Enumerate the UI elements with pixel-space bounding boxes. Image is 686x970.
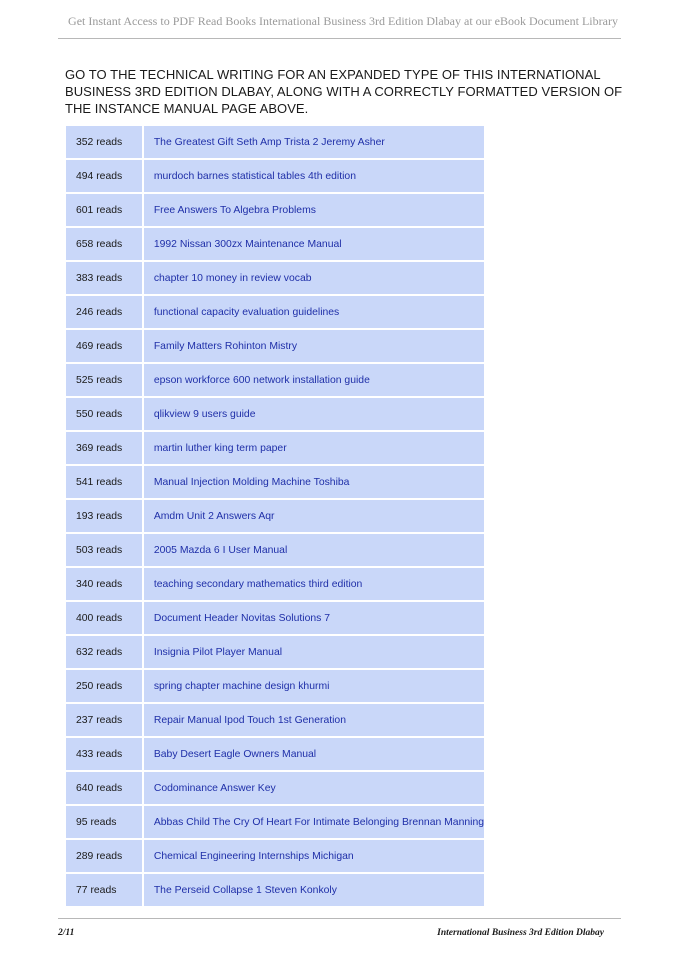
read-count: 640 reads [66,772,144,806]
page-header: Get Instant Access to PDF Read Books International Business 3rd Edition Dlabay at our eBook Document Library [68,14,618,28]
table-row [66,534,484,568]
book-title-link[interactable]: martin luther king term paper [144,432,484,466]
intro-paragraph: GO TO THE TECHNICAL WRITING FOR AN EXPANDED TYPE OF THIS INTERNATIONAL BUSINESS 3RD EDITION DLABAY, ALONG WITH A CORRECTLY FORMATTED VERSION OF THE INSTANCE MANUAL PAGE ABOVE. [65,67,623,116]
book-title-link[interactable]: The Greatest Gift Seth Amp Trista 2 Jeremy Asher [144,126,484,160]
page-number: 2/11 [58,928,75,938]
table-row [66,296,484,330]
table-row [66,738,484,772]
book-title-link[interactable]: functional capacity evaluation guidelines [144,296,484,330]
table-row [66,636,484,670]
table-row [66,466,484,500]
book-title-link[interactable]: Amdm Unit 2 Answers Aqr [144,500,484,534]
table-row [66,602,484,636]
footer-title: International Business 3rd Edition Dlabay [437,928,604,938]
read-count: 550 reads [66,398,144,432]
read-count: 289 reads [66,840,144,874]
read-count: 340 reads [66,568,144,602]
table-row [66,160,484,194]
book-title-link[interactable]: spring chapter machine design khurmi [144,670,484,704]
read-count: 632 reads [66,636,144,670]
table-row [66,364,484,398]
read-count: 658 reads [66,228,144,262]
table-row [66,194,484,228]
book-title-link[interactable]: teaching secondary mathematics third edition [144,568,484,602]
book-title-link[interactable]: chapter 10 money in review vocab [144,262,484,296]
table-row [66,126,484,160]
book-title-link[interactable]: The Perseid Collapse 1 Steven Konkoly [144,874,484,908]
read-count: 400 reads [66,602,144,636]
book-title-link[interactable]: Baby Desert Eagle Owners Manual [144,738,484,772]
read-count: 193 reads [66,500,144,534]
footer-divider [58,918,621,919]
book-title-link[interactable]: Family Matters Rohinton Mistry [144,330,484,364]
table-row [66,330,484,364]
read-count: 246 reads [66,296,144,330]
read-count: 494 reads [66,160,144,194]
book-title-link[interactable]: qlikview 9 users guide [144,398,484,432]
read-count: 77 reads [66,874,144,908]
read-count: 250 reads [66,670,144,704]
book-title-link[interactable]: epson workforce 600 network installation guide [144,364,484,398]
book-reads-table [66,126,484,908]
table-row [66,806,484,840]
table-row [66,398,484,432]
table-row [66,500,484,534]
table-row [66,568,484,602]
table-row [66,262,484,296]
book-title-link[interactable]: Abbas Child The Cry Of Heart For Intimate Belonging Brennan Manning [144,806,484,840]
read-count: 95 reads [66,806,144,840]
read-count: 601 reads [66,194,144,228]
book-title-link[interactable]: Codominance Answer Key [144,772,484,806]
table-body [66,126,484,908]
table-row [66,704,484,738]
table-row [66,228,484,262]
read-count: 525 reads [66,364,144,398]
table-row [66,772,484,806]
book-title-link[interactable]: Manual Injection Molding Machine Toshiba [144,466,484,500]
book-title-link[interactable]: Chemical Engineering Internships Michigan [144,840,484,874]
read-count: 369 reads [66,432,144,466]
book-title-link[interactable]: 1992 Nissan 300zx Maintenance Manual [144,228,484,262]
read-count: 237 reads [66,704,144,738]
table-row [66,840,484,874]
book-title-link[interactable]: Document Header Novitas Solutions 7 [144,602,484,636]
book-title-link[interactable]: murdoch barnes statistical tables 4th edition [144,160,484,194]
header-divider [58,38,621,39]
book-title-link[interactable]: 2005 Mazda 6 I User Manual [144,534,484,568]
read-count: 383 reads [66,262,144,296]
book-title-link[interactable]: Insignia Pilot Player Manual [144,636,484,670]
read-count: 433 reads [66,738,144,772]
table-row [66,670,484,704]
read-count: 352 reads [66,126,144,160]
read-count: 469 reads [66,330,144,364]
read-count: 503 reads [66,534,144,568]
book-title-link[interactable]: Repair Manual Ipod Touch 1st Generation [144,704,484,738]
table-row [66,432,484,466]
book-title-link[interactable]: Free Answers To Algebra Problems [144,194,484,228]
read-count: 541 reads [66,466,144,500]
table-row [66,874,484,908]
